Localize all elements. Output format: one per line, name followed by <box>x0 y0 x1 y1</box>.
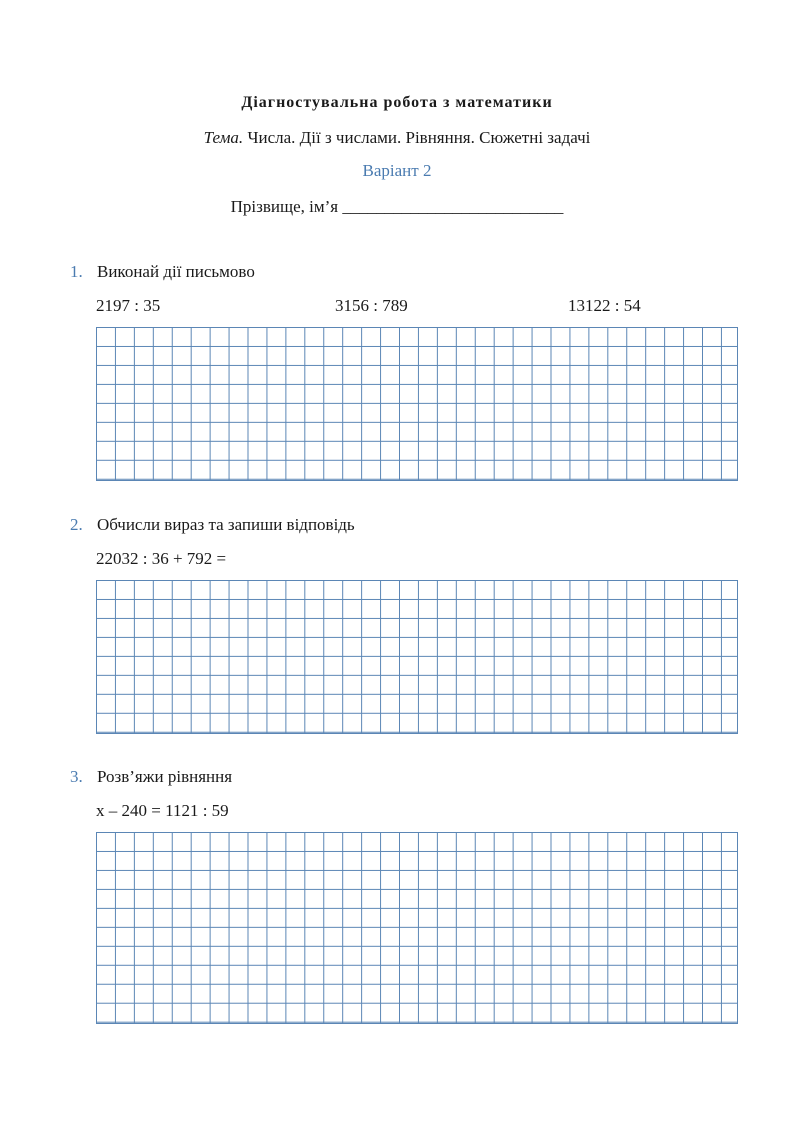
task-1-heading <box>70 262 255 282</box>
name-label: Прізвище, ім’я <box>230 197 339 216</box>
task-1-text: Виконай дії письмово <box>97 262 255 281</box>
task-1-number: 1. <box>70 262 83 281</box>
task-3-answer-grid[interactable] <box>96 832 738 1024</box>
task-3-expression: x – 240 = 1121 : 59 <box>96 801 229 820</box>
task-1-answer-grid[interactable] <box>96 327 738 481</box>
topic-text: Числа. Дії з числами. Рівняння. Сюжетні задачі <box>247 128 591 147</box>
page-title: Діагностувальна робота з математики <box>241 94 553 111</box>
task-2-number: 2. <box>70 515 83 534</box>
task-3-text: Розв’яжи рівняння <box>97 767 233 786</box>
task-2-heading <box>70 515 355 535</box>
task-2-answer-grid[interactable] <box>96 580 738 734</box>
task-1-expression-2: 3156 : 789 <box>335 296 408 315</box>
task-1-expression-3: 13122 : 54 <box>568 296 641 315</box>
task-2-expression: 22032 : 36 + 792 = <box>96 549 227 568</box>
task-2-text: Обчисли вираз та запиши відповідь <box>97 515 355 534</box>
name-blank-field[interactable]: __________________________ <box>342 197 564 216</box>
topic-line <box>0 128 794 148</box>
variant-label: Варіант 2 <box>362 161 432 180</box>
task-3-number: 3. <box>70 767 83 786</box>
task-1-expression-1: 2197 : 35 <box>96 296 161 315</box>
task-3-heading <box>70 767 232 787</box>
name-line <box>0 197 794 217</box>
topic-label: Тема. <box>203 128 244 147</box>
